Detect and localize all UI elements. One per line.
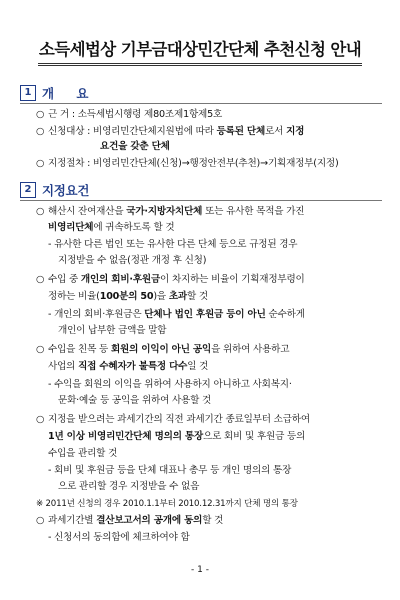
req-1-line-1: ○ 해산시 잔여재산을 국가·지방자치단체 또는 유사한 목적을 가진 (36, 206, 305, 217)
section-2-title: 지정요건 (42, 183, 90, 198)
req-1-line-3: - 유사한 다른 법인 또는 유사한 다른 단체 등으로 규정된 경우 (48, 239, 298, 250)
section-2-heading (20, 181, 89, 199)
req-1-line-2: 비영리단체에 귀속하도록 할 것 (48, 222, 175, 233)
req-4-line-5: 으로 관리할 경우 지정받을 수 없음 (58, 481, 200, 492)
document-title: 소득세법상 기부금대상민간단체 추천신청 안내 (38, 40, 362, 59)
section-2-rule (20, 200, 382, 201)
overview-basis: ○ 근 거 : 소득세법시행령 제80조제1항제5호 (36, 109, 223, 120)
section-1-heading (20, 84, 98, 102)
section-1-title: 개 요 (42, 86, 98, 101)
req-2-line-3: - 개인의 회비·후원금은 단체나 법인 후원금 등이 아닌 순수하게 (48, 309, 305, 320)
page-number: - 1 - (191, 565, 209, 575)
section-2-number: 2 (20, 182, 36, 198)
req-3-line-4: 문화·예술 등 공익을 위하여 사용할 것 (58, 395, 212, 406)
req-1-line-4: 지정받을 수 없음(정관 개정 후 신청) (58, 255, 207, 266)
req-3-line-3: - 수익을 회원의 이익을 위하여 사용하지 아니하고 사회복지· (48, 379, 292, 390)
req-2-line-4: 개인이 납부한 금액을 말함 (58, 325, 167, 336)
overview-procedure: ○ 지정절차 : 비영리민간단체(신청)→행정안전부(추천)→기획재정부(지정) (36, 158, 339, 169)
req-2-line-2: 정하는 비율(100분의 50)을 초과할 것 (48, 291, 208, 302)
section-1-rule (20, 103, 382, 104)
req-4-line-3: 수입을 관리할 것 (48, 448, 118, 459)
section-1-number: 1 (20, 85, 36, 101)
overview-target-cont: 요건을 갖춘 단체 (100, 141, 170, 152)
req-5-line-2: - 신청서의 동의함에 체크하여야 함 (48, 532, 190, 543)
req-3-line-2: 사업의 직접 수혜자가 불특정 다수일 것 (48, 361, 209, 372)
req-4-line-4: - 회비 및 후원금 등을 단체 대표나 총무 등 개인 명의의 통장 (48, 465, 292, 476)
req-5-line-1: ○ 과세기간별 결산보고서의 공개에 동의할 것 (36, 515, 224, 526)
overview-target: ○ 신청대상 : 비영리민간단체지원법에 따라 등록된 단체로서 지정 (36, 126, 305, 137)
req-2-line-1: ○ 수입 중 개인의 회비·후원금이 차지하는 비율이 기획재정부령이 (36, 274, 305, 285)
req-3-line-1: ○ 수입을 친목 등 회원의 이익이 아닌 공익을 위하여 사용하고 (36, 344, 290, 355)
req-4-line-2: 1년 이상 비영리민간단체 명의의 통장으로 회비 및 후원금 등의 (48, 431, 306, 442)
req-4-note: ※ 2011년 신청의 경우 2010.1.1부터 2010.12.31까지 단체 명의 통장 (36, 499, 298, 509)
title-underline (38, 63, 362, 66)
req-4-line-1: ○ 지정을 받으려는 과세기간의 직전 과세기간 종료일부터 소급하여 (36, 414, 310, 425)
